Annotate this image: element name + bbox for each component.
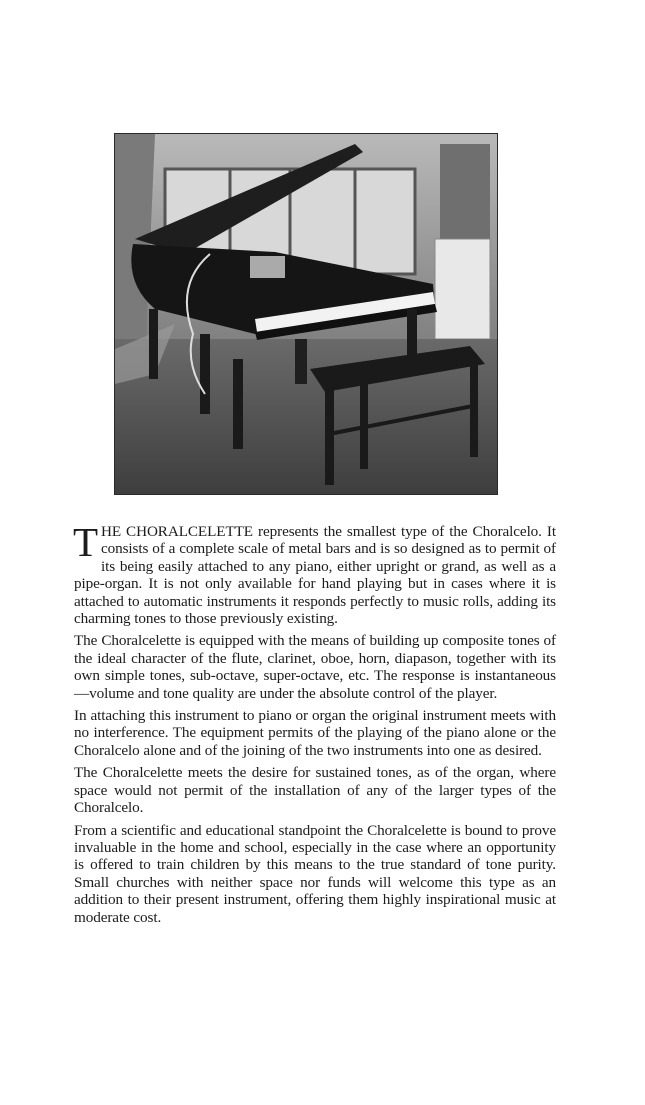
article-body	[73, 519, 556, 931]
paragraph-5: From a scientific and educational standpoint the Choralcelette is bound to prove invaluable in the home and school, especially in the case where an opportunity is offered to train children by this means to the true standard of tone purity. Small churches with neither space nor funds will welcome this type as an addition to their present instrument, offering them highly inspirational music at moderate cost.	[74, 821, 556, 926]
grand-piano-illustration	[115, 134, 497, 494]
paragraph-2: The Choralcelette is equipped with the means of building up composite tones of the ideal character of the flute, clarinet, oboe, horn, diapason, together with its own simple tones, sub-octave, super-octave, etc. The response is instantaneous—volume and tone quality are under the absolute control of the player.	[74, 632, 556, 702]
drop-cap: T	[73, 519, 98, 565]
paragraph-4: The Choralcelette meets the desire for sustained tones, as of the organ, where space would not permit of the installation of any of the larger types of the Choralcelo.	[74, 764, 556, 817]
paragraph-1-text: HE CHORALCELETTE represents the smallest type of the Choralcelo. It consists of a complete scale of metal bars and is so designed as to permit of its being easily attached to any piano, either upright or grand, as well as a pipe-organ. It is not only available for hand playing but in cases where it is attached to automatic instruments it responds perfectly to music rolls, adding its charming tones to those previously existing.	[74, 523, 556, 628]
piano-photograph	[114, 133, 498, 495]
paragraph-1	[73, 519, 556, 628]
paragraph-3: In attaching this instrument to piano or organ the original instrument meets with no interference. The equipment permits of the playing of the piano alone or the Choralcelo alone and of the joining of the two instruments into one as desired.	[74, 707, 556, 759]
